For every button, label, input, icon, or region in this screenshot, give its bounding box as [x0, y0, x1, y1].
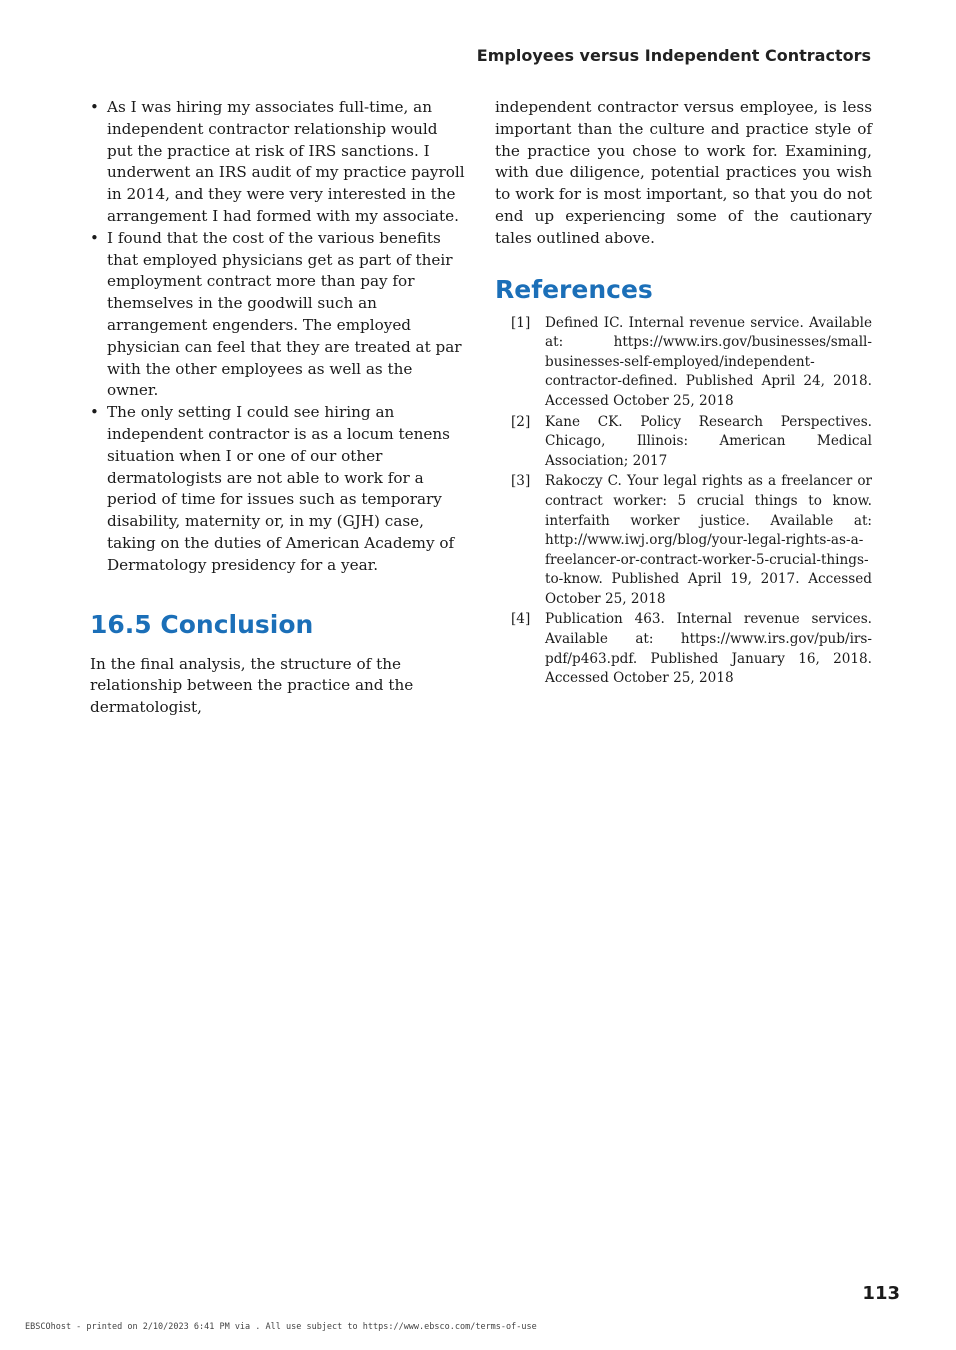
- reference-item: [495, 472, 872, 609]
- bullet-text: As I was hiring my associates full-time, an independent contractor relationship would put the practice at risk of IRS sanctions. I underwent an IRS audit of my practice payroll in 2014, and they were very interested in the arrangement I had formed with my associate.: [107, 98, 465, 225]
- right-column: [495, 97, 872, 690]
- bullet-text: The only setting I could see hiring an independent contractor is as a locum tenens situation when I or one of our other dermatologists are not able to work for a period of time for issues such as temporary disability, maternity or, in my (GJH) case, taking on the duties of American Academy of Dermatology presidency for a year.: [107, 403, 455, 574]
- reference-text: Kane CK. Policy Research Perspectives. Chicago, Illinois: American Medical Association; 2017: [545, 413, 872, 469]
- bullet-icon: •: [90, 228, 99, 247]
- reference-item: [495, 413, 872, 472]
- list-item: [90, 228, 467, 402]
- reference-text: Defined IC. Internal revenue service. Available at: https://www.irs.gov/businesses/small-businesses-self-employed/independent-contractor-defined. Published April 24, 2018. Accessed October 25, 2018: [545, 314, 872, 409]
- bullet-icon: •: [90, 403, 99, 422]
- bullet-list: [90, 97, 467, 577]
- reference-number: [4]: [511, 611, 531, 628]
- references-list: [495, 314, 872, 689]
- references-heading: References: [495, 274, 653, 304]
- reference-number: [1]: [511, 314, 531, 331]
- running-header: Employees versus Independent Contractors: [476, 46, 871, 65]
- reference-item: [495, 610, 872, 688]
- page-number: 113: [862, 1283, 900, 1304]
- continued-paragraph: independent contractor versus employee, is less important than the culture and practice style of the practice you chose to work for. Examining, with due diligence, potential practices you wish to work for is most important, so that you do not end up experiencing some of the cautionary tales outlined above.: [495, 98, 872, 247]
- list-item: [90, 97, 467, 228]
- bullet-text: I found that the cost of the various benefits that employed physicians get as part of their employment contract more than pay for themselves in the goodwill such an arrangement engenders. The employed physician can feel that they are treated at par with the other employees as well as the owner.: [107, 228, 462, 400]
- reference-item: [495, 314, 872, 412]
- list-item: [90, 402, 467, 576]
- reference-number: [2]: [511, 413, 531, 430]
- footer-notice: EBSCOhost - printed on 2/10/2023 6:41 PM via . All use subject to https://www.ebsco.com/terms-of-use: [25, 1322, 537, 1332]
- conclusion-paragraph: In the final analysis, the structure of the relationship between the practice and the dermatologist,: [90, 654, 414, 717]
- left-column: [90, 97, 467, 719]
- conclusion-heading: 16.5 Conclusion: [90, 609, 314, 639]
- bullet-icon: •: [90, 98, 99, 116]
- reference-text: Rakoczy C. Your legal rights as a freelancer or contract worker: 5 crucial things to know. interfaith worker justice. Available at: http://www.iwj.org/blog/your-legal-rights-as-a-freelancer-or-contract-worker-5-crucial-things-to-know. Published April 19, 2017. Accessed October 25, 2018: [545, 473, 872, 607]
- reference-number: [3]: [511, 473, 531, 490]
- reference-text: Publication 463. Internal revenue services. Available at: https://www.irs.gov/pub/irs-pdf/p463.pdf. Published January 16, 2018. Accessed October 25, 2018: [545, 611, 872, 687]
